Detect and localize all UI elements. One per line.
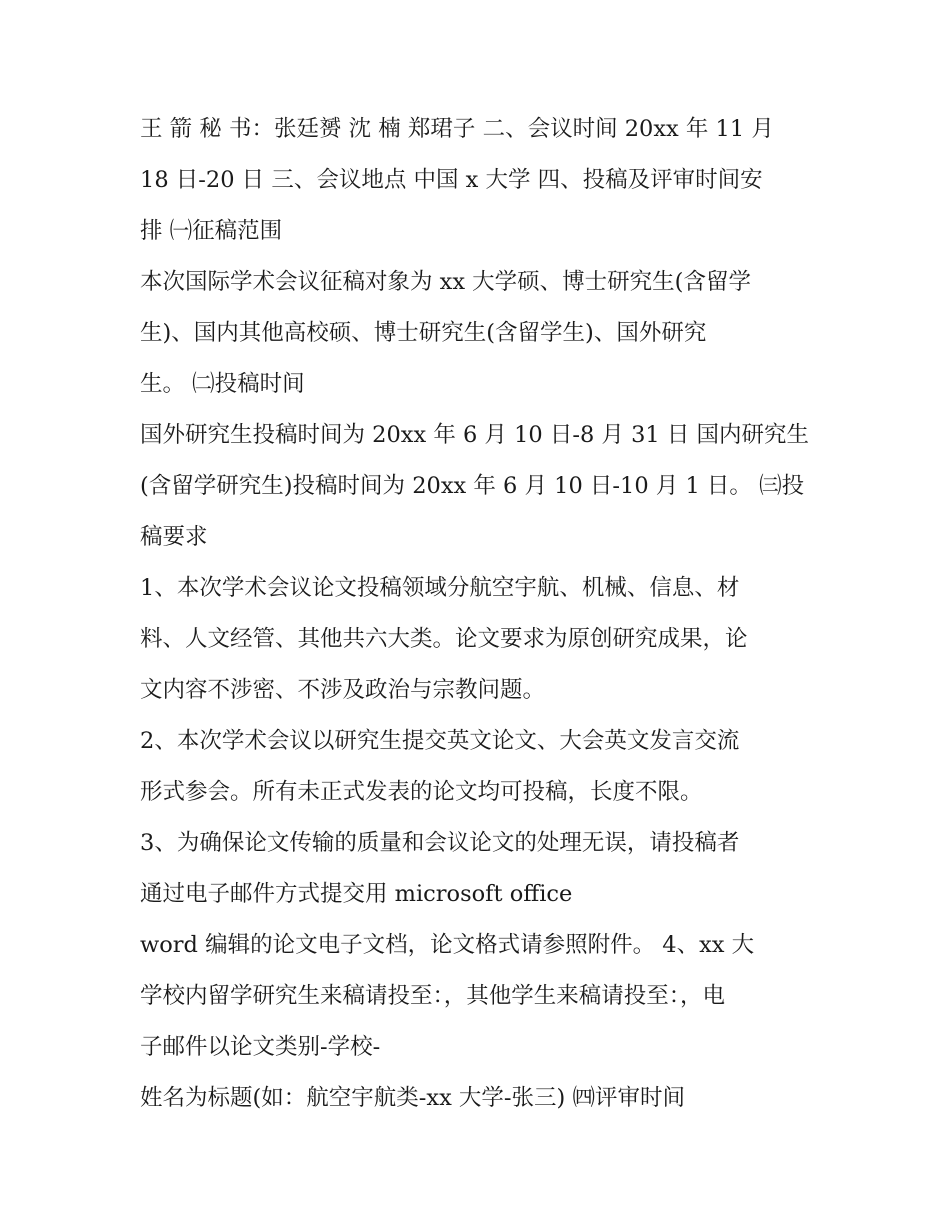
text-line: 稿要求 (140, 524, 208, 550)
text-line: 1、本次学术会议论文投稿领域分航空宇航、机械、信息、材 (140, 575, 740, 601)
text-line: 本次国际学术会议征稿对象为 xx 大学硕、博士研究生(含留学 (140, 269, 751, 295)
text-line: (含留学研究生)投稿时间为 20xx 年 6 月 10 日-10 月 1 日。 ㈢投 (140, 473, 805, 499)
text-line: 形式参会。所有未正式发表的论文均可投稿，长度不限。 (140, 779, 703, 805)
text-line: 子邮件以论文类别-学校- (140, 1034, 381, 1060)
text-line: word 编辑的论文电子文档，论文格式请参照附件。 4、xx 大 (140, 932, 755, 958)
document-body (140, 104, 820, 1124)
text-line: 2、本次学术会议以研究生提交英文论文、大会英文发言交流 (140, 728, 740, 754)
text-line: 生)、国内其他高校硕、博士研究生(含留学生)、国外研究 (140, 320, 707, 346)
text-line: 3、为确保论文传输的质量和会议论文的处理无误，请投稿者 (140, 830, 740, 856)
text-line: 学校内留学研究生来稿请投至：，其他学生来稿请投至：，电 (140, 983, 726, 1009)
text-line: 姓名为标题(如：航空宇航类-xx 大学-张三) ㈣评审时间 (140, 1085, 685, 1111)
text-line: 18 日-20 日 三、会议地点 中国 x 大学 四、投稿及评审时间安 (140, 167, 763, 193)
text-line: 国外研究生投稿时间为 20xx 年 6 月 10 日-8 月 31 日 国内研究生 (140, 422, 810, 448)
text-line: 王 箭 秘 书：张廷赟 沈 楠 郑珺子 二、会议时间 20xx 年 11 月 (140, 116, 774, 142)
text-line: 生。 ㈡投稿时间 (140, 371, 305, 397)
text-line: 排 ㈠征稿范围 (140, 218, 283, 244)
text-line: 料、人文经管、其他共六大类。论文要求为原创研究成果，论 (140, 626, 748, 652)
text-line: 通过电子邮件方式提交用 microsoft office (140, 881, 573, 907)
text-line: 文内容不涉密、不涉及政治与宗教问题。 (140, 677, 546, 703)
